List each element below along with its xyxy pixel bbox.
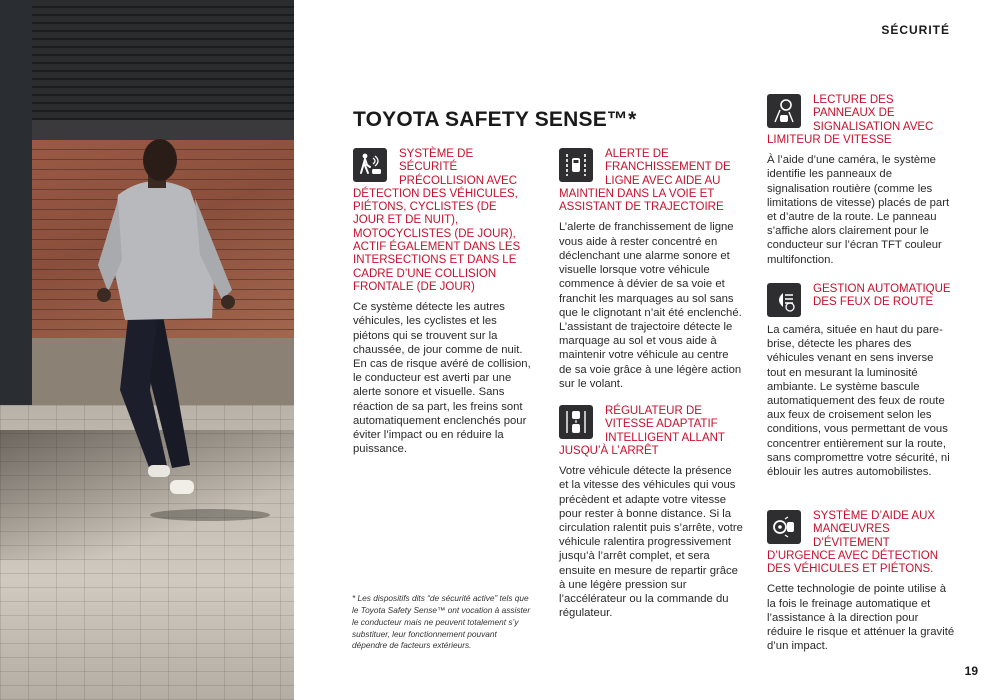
feature-body: Ce système détecte les autres véhicules, les cyclistes et les piétons qui se trouvent sur la chaussée, de jour comme de nuit. En cas de risque avéré de collision, le conducteur est averti par une alerte sonore et visuelle. Sans réaction de sa part, les freins sont automatiquement enclenchés pour éviter l’impact ou en réduire la puissance. <box>353 301 531 456</box>
feature-body: L’alerte de franchissement de ligne vous aide à rester concentré en déclenchant une alarme sonore et visuelle lorsque votre véhicule commence à dévier de sa voie et franchit les marquages au sol sans que le clignotant n’ait été enclenché. L’assistant de trajectoire détecte le marquage au sol et vous aide à maintenir votre véhicule au centre de sa voie grâce à une légère action sur le volant. <box>559 221 742 390</box>
feature-body: À l’aide d’une caméra, le système identifie les panneaux de signalisation routière (comme les limitations de vitesse) placés de part et d’autre de la route. Le panneau s’affiche alors clairement pour le conducteur sur l’écran TFT couleur multifonction. <box>767 154 950 266</box>
feature-body: La caméra, située en haut du pare-brise, détecte les phares des véhicules venant en sens inverse tout en mesurant la luminosité ambiante. Le système bascule automatiquement des feux de route aux feux de croisement selon les conditions, vous permettant de vous concentrer entièrement sur la route, sans compromettre votre sécurité, ni éblouir les autres automobilistes. <box>767 324 950 479</box>
feature-auto-high-beam <box>767 283 952 491</box>
feature-emergency-steering <box>767 510 955 665</box>
pedestrian-collision-icon <box>353 148 387 182</box>
feature-title: SYSTÈME DE SÉCURITÉ PRÉCOLLISION AVEC DÉTECTION DES VÉHICULES, PIÉTONS, CYCLISTES (DE JOUR ET DE NUIT), MOTOCYCLISTES (DE JOUR), ACTIF ÉGALEMENT DANS LES INTERSECTIONS ET DANS LE CADRE D’UNE COLLISION FRONTALE (DE JOUR) <box>353 148 521 293</box>
walking-man-figure <box>0 0 294 700</box>
feature-title: RÉGULATEUR DE VITESSE ADAPTATIF INTELLIGENT ALLANT JUSQU’À L’ARRÊT <box>559 405 725 457</box>
feature-title: LECTURE DES PANNEAUX DE SIGNALISATION AVEC LIMITEUR DE VITESSE <box>767 94 934 146</box>
page-title: TOYOTA SAFETY SENSE™* <box>353 108 637 132</box>
feature-lane-departure <box>559 148 743 402</box>
feature-body: Votre véhicule détecte la présence et la vitesse des véhicules qui vous précèdent et adapte votre vitesse pour rester à bonne distance. Si la circulation ralentit puis s’arrête, votre véhicule ralentira progressivement jusqu’à l’arrêt complet, et sera ensuite en mesure de repartir grâce à une légère pression sur l’accélérateur ou la commande du régulateur. <box>559 465 743 620</box>
feature-title: SYSTÈME D’AIDE AUX MANŒUVRES D’ÉVITEMENT D’URGENCE AVEC DÉTECTION DES VÉHICULES ET PIÉTONS. <box>767 510 939 576</box>
section-label: SÉCURITÉ <box>881 23 950 37</box>
lane-departure-icon <box>559 148 593 182</box>
road-sign-recognition-icon <box>767 94 801 128</box>
feature-title: ALERTE DE FRANCHISSEMENT DE LIGNE AVEC AIDE AU MAINTIEN DANS LA VOIE ET ASSISTANT DE TRAJECTOIRE <box>559 148 731 214</box>
hero-photo <box>0 0 294 700</box>
adaptive-cruise-icon <box>559 405 593 439</box>
page-number: 19 <box>964 664 978 678</box>
feature-title: GESTION AUTOMATIQUE DES FEUX DE ROUTE <box>813 283 951 309</box>
feature-body: Cette technologie de pointe utilise à la fois le freinage automatique et l’assistance à la direction pour réduire le risque et atténuer la gravité d’un impact. <box>767 583 955 653</box>
footnote: * Les dispositifs dits “de sécurité active” tels que le Toyota Safety Sense™ ont vocation à assister le conducteur mais ne peuvent totalement s’y substituer, leur fonctionnement pouvant dépendre de facteurs extérieurs. <box>352 593 531 651</box>
auto-high-beam-icon <box>767 283 801 317</box>
emergency-steering-icon <box>767 510 801 544</box>
feature-adaptive-cruise <box>559 405 743 632</box>
feature-precollision <box>353 148 531 468</box>
feature-road-sign <box>767 94 952 278</box>
